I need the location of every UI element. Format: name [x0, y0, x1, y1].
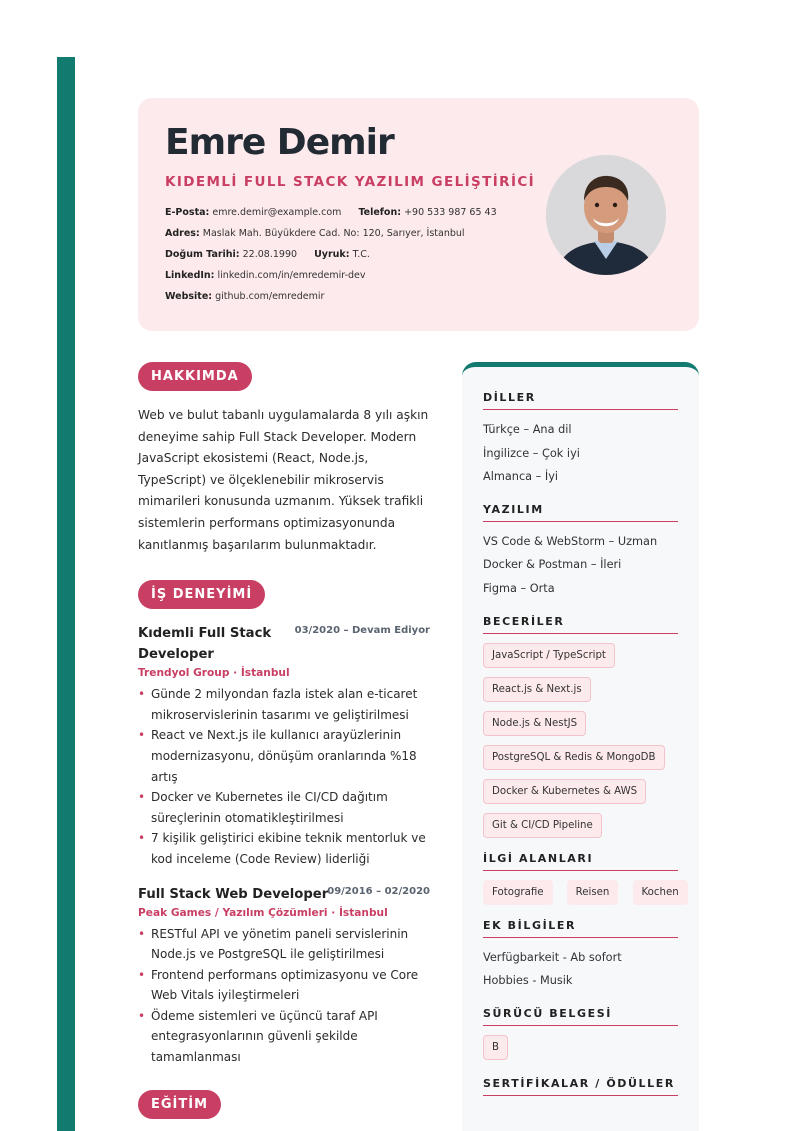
about-text: Web ve bulut tabanlı uygulamalarda 8 yılı aşkın deneyime sahip Full Stack Developer. Modern JavaScript ekosistemi (React, Node.js, TypeScript) ve ölçeklenebilir mikroservis mimarileri konusunda uzmanım. Yüksek trafikli sistemlerin performans optimizasyonunda kanıtlanmış başarılarım bulunmaktadır. — [138, 408, 429, 552]
header-card — [138, 98, 699, 331]
avatar — [546, 155, 666, 275]
job-bullets — [138, 684, 438, 869]
license-tag: B — [483, 1035, 508, 1060]
job-entry — [138, 623, 438, 869]
experience-heading: İŞ DENEYİMİ — [138, 580, 265, 609]
skill-tag: React.js & Next.js — [483, 677, 591, 702]
about-heading: HAKKIMDA — [138, 362, 252, 391]
address-label: Adres: — [165, 228, 200, 239]
job-role: Kıdemli Full Stack Developer — [138, 626, 272, 663]
interest-tag: Kochen — [633, 880, 688, 905]
list-item: Almanca – İyi — [483, 470, 559, 484]
address-value: Maslak Mah. Büyükdere Cad. No: 120, Sarıyer, İstanbul — [202, 228, 465, 239]
languages-title: DİLLER — [483, 391, 678, 410]
certs-title: SERTİFİKALAR / ÖDÜLLER — [483, 1077, 678, 1096]
job-company: Trendyol Group · İstanbul — [138, 667, 290, 680]
education-heading: EĞİTİM — [138, 1090, 221, 1119]
phone-value: +90 533 987 65 43 — [404, 207, 497, 218]
list-item: Verfügbarkeit - Ab sofort — [483, 950, 622, 964]
email-value: emre.demir@example.com — [212, 207, 342, 218]
extra-title: EK BİLGİLER — [483, 919, 678, 938]
avatar-photo — [546, 155, 666, 275]
linkedin-value: linkedin.com/in/emredemir-dev — [217, 270, 366, 281]
interest-tag: Fotografie — [483, 880, 553, 905]
job-bullets — [138, 924, 438, 1068]
birth-value: 22.08.1990 — [242, 249, 298, 260]
main-column — [138, 362, 438, 1119]
candidate-title: KIDEMLİ FULL STACK YAZILIM GELİŞTİRİCİ — [165, 174, 536, 190]
skill-tag: JavaScript / TypeScript — [483, 643, 615, 668]
list-item: • Docker ve Kubernetes ile CI/CD dağıtım süreçlerinin otomatikleştirilmesi — [138, 787, 438, 828]
candidate-name: Emre Demir — [165, 122, 394, 163]
list-item: • RESTful API ve yönetim paneli servislerinin Node.js ve PostgreSQL ile geliştirilmesi — [138, 924, 438, 965]
list-item: • Frontend performans optimizasyonu ve Core Web Vitals iyileştirmeleri — [138, 965, 438, 1006]
list-item: • React ve Next.js ile kullanıcı arayüzlerinin modernizasyonu, dönüşüm oranlarında %18 artış — [138, 725, 438, 787]
list-item: Türkçe – Ana dil — [483, 423, 572, 436]
skill-tag: Docker & Kubernetes & AWS — [483, 779, 646, 804]
skills-title: BECERİLER — [483, 615, 678, 634]
software-title: YAZILIM — [483, 503, 678, 522]
list-item: • 7 kişilik geliştirici ekibine teknik mentorluk ve kod inceleme (Code Review) liderliği — [138, 828, 438, 869]
job-date: 09/2016 – 02/2020 — [327, 885, 430, 897]
job-entry — [138, 884, 438, 1068]
sidebar — [462, 362, 699, 1131]
email-label: E-Posta: — [165, 207, 210, 218]
skill-tag: Git & CI/CD Pipeline — [483, 813, 602, 838]
job-date: 03/2020 – Devam Ediyor — [294, 625, 430, 637]
linkedin-label: LinkedIn: — [165, 270, 215, 281]
accent-bar — [57, 57, 75, 1131]
list-item: VS Code & WebStorm – Uzman — [483, 534, 658, 548]
list-item: Hobbies - Musik — [483, 974, 573, 988]
list-item: Docker & Postman – İleri — [483, 558, 622, 572]
job-company: Peak Games / Yazılım Çözümleri · İstanbul — [138, 906, 388, 919]
website-value: github.com/emredemir — [215, 291, 325, 302]
list-item: • Günde 2 milyondan fazla istek alan e-ticaret mikroservislerinin tasarımı ve geliştirilmesi — [138, 684, 438, 725]
job-role: Full Stack Web Developer — [138, 886, 329, 902]
nationality-value: T.C. — [352, 249, 370, 260]
interests-title: İLGİ ALANLARI — [483, 852, 678, 871]
phone-label: Telefon: — [358, 207, 402, 218]
nationality-label: Uyruk: — [314, 249, 350, 260]
skill-tag: Node.js & NestJS — [483, 711, 586, 736]
list-item: • Ödeme sistemleri ve üçüncü taraf API entegrasyonlarının güvenli şekilde tamamlanması — [138, 1006, 438, 1068]
contact-block — [165, 207, 511, 312]
website-label: Website: — [165, 291, 213, 302]
list-item: Figma – Orta — [483, 581, 555, 595]
list-item: İngilizce – Çok iyi — [483, 446, 580, 460]
skill-tag: PostgreSQL & Redis & MongoDB — [483, 745, 665, 770]
license-title: SÜRÜCÜ BELGESİ — [483, 1007, 678, 1026]
birth-label: Doğum Tarihi: — [165, 249, 240, 260]
interest-tag: Reisen — [567, 880, 619, 905]
